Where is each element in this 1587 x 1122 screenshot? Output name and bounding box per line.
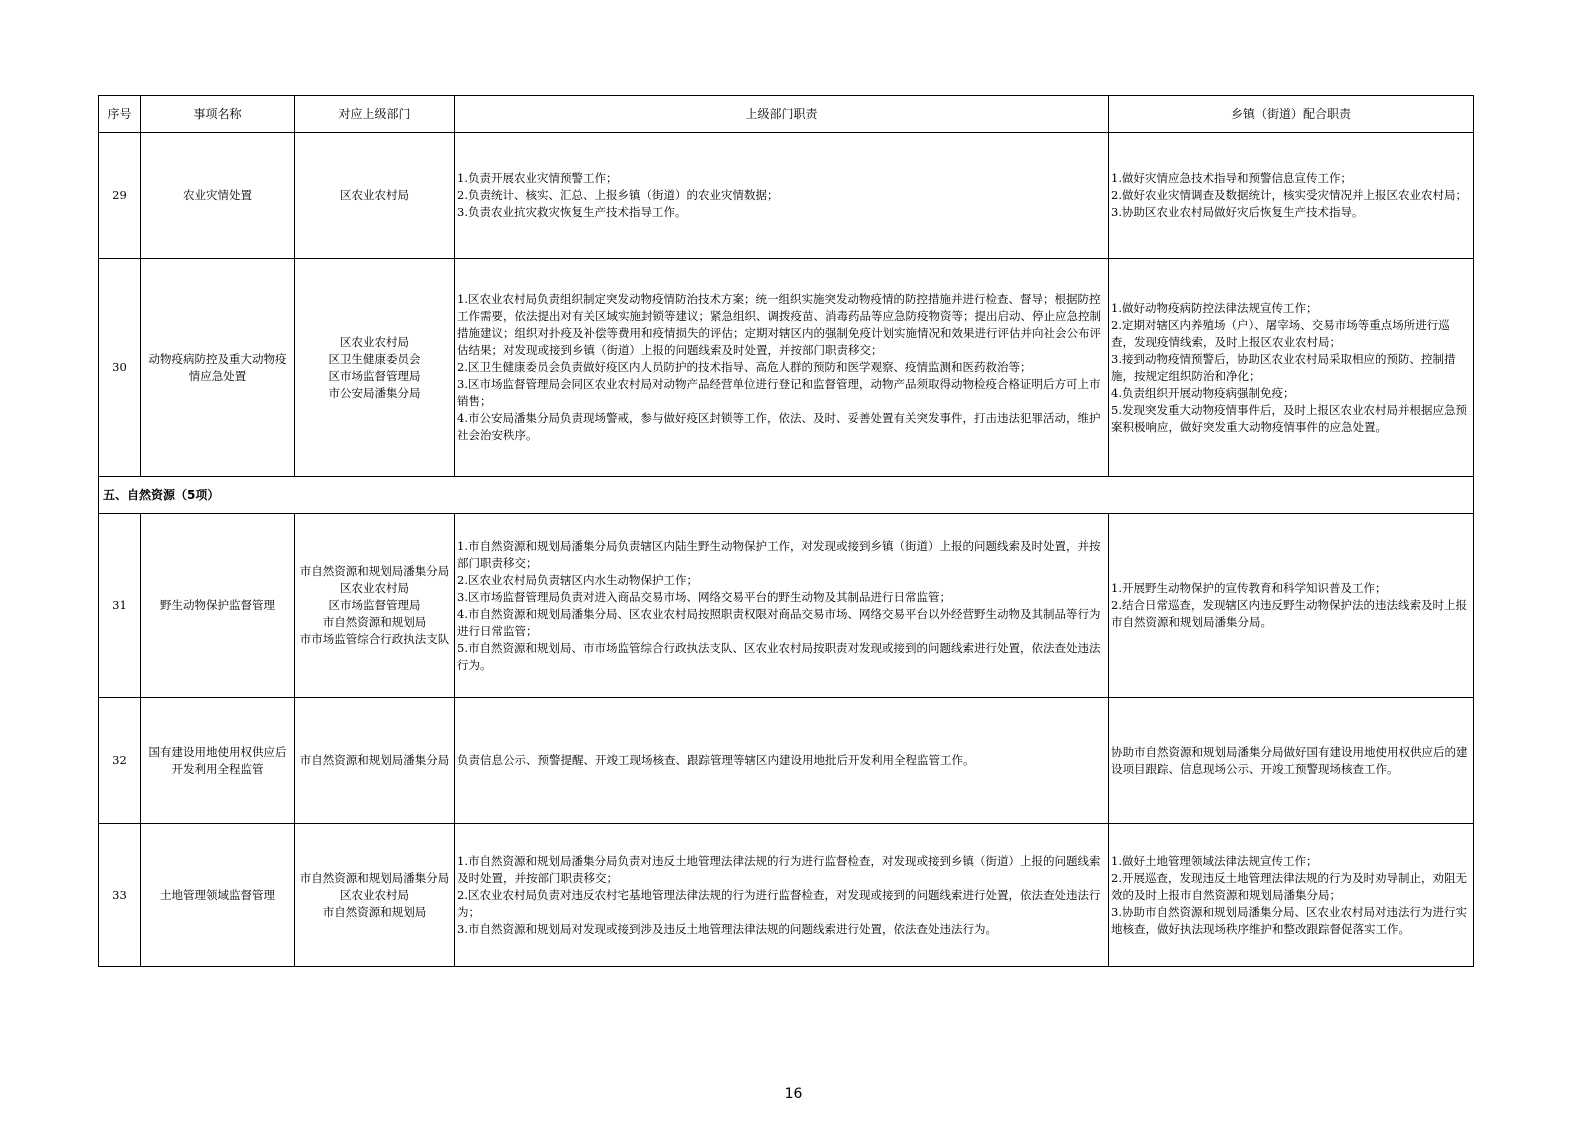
duty-list: 1.负责开展农业灾情预警工作； 2.负责统计、核实、汇总、上报乡镇（街道）的农业灾情数据； 3.负责农业抗灾救灾恢复生产技术指导工作。 <box>455 133 1109 259</box>
row-number: 33 <box>99 824 141 967</box>
duty-table <box>98 95 1474 967</box>
dept-list: 区农业农村局 区卫生健康委员会 区市场监督管理局 市公安局潘集分局 <box>295 259 455 477</box>
row-number: 32 <box>99 698 141 824</box>
table-row <box>99 698 1474 824</box>
row-number: 31 <box>99 514 141 698</box>
item-name: 土地管理领域监督管理 <box>141 824 295 967</box>
table-row <box>99 259 1474 477</box>
dept-list: 区农业农村局 <box>295 133 455 259</box>
dept-list: 市自然资源和规划局潘集分局 <box>295 698 455 824</box>
header-duty: 上级部门职责 <box>455 96 1109 133</box>
row-number: 29 <box>99 133 141 259</box>
coop-list: 协助市自然资源和规划局潘集分局做好国有建设用地使用权供应后的建设项目跟踪、信息现场公示、开竣工预警现场核查工作。 <box>1109 698 1474 824</box>
coop-list: 1.开展野生动物保护的宣传教育和科学知识普及工作； 2.结合日常巡查，发现辖区内违反野生动物保护法的违法线索及时上报市自然资源和规划局潘集分局。 <box>1109 514 1474 698</box>
section-row <box>99 477 1474 514</box>
table-row <box>99 133 1474 259</box>
item-name: 野生动物保护监督管理 <box>141 514 295 698</box>
item-name: 动物疫病防控及重大动物疫情应急处置 <box>141 259 295 477</box>
header-dept: 对应上级部门 <box>295 96 455 133</box>
header-no: 序号 <box>99 96 141 133</box>
duty-list: 1.市自然资源和规划局潘集分局负责对违反土地管理法律法规的行为进行监督检查，对发现或接到乡镇（街道）上报的问题线索及时处置，并按部门职责移交； 2.区农业农村局负责对违反农村宅基地管理法律法规的行为进行监督检查，对发现或接到的问题线索进行处置，依法查处违法行为； 3.市自然资源和规划局对发现或接到涉及违反土地管理法律法规的问题线索进行处置，依法查处违法行为。 <box>455 824 1109 967</box>
header-name: 事项名称 <box>141 96 295 133</box>
page-number: 16 <box>784 1086 803 1102</box>
coop-list: 1.做好灾情应急技术指导和预警信息宣传工作； 2.做好农业灾情调查及数据统计，核实受灾情况并上报区农业农村局； 3.协助区农业农村局做好灾后恢复生产技术指导。 <box>1109 133 1474 259</box>
dept-list: 市自然资源和规划局潘集分局 区农业农村局 市自然资源和规划局 <box>295 824 455 967</box>
table-row <box>99 514 1474 698</box>
table-header-row <box>99 96 1474 133</box>
duty-list: 负责信息公示、预警提醒、开竣工现场核查、跟踪管理等辖区内建设用地批后开发利用全程监管工作。 <box>455 698 1109 824</box>
dept-list: 市自然资源和规划局潘集分局 区农业农村局 区市场监督管理局 市自然资源和规划局 市市场监管综合行政执法支队 <box>295 514 455 698</box>
section-title: 五、自然资源（5项） <box>99 477 1474 514</box>
duty-list: 1.区农业农村局负责组织制定突发动物疫情防治技术方案；统一组织实施突发动物疫情的防控措施并进行检查、督导；根据防控工作需要，依法提出对有关区域实施封锁等建议；紧急组织、调拨疫苗、消毒药品等应急防疫物资等；提出启动、停止应急控制措施建议；组织对扑疫及补偿等费用和疫情损失的评估；定期对辖区内的强制免疫计划实施情况和效果进行评估并向社会公布评估结果；对发现或接到乡镇（街道）上报的问题线索及时处置，并按部门职责移交； 2.区卫生健康委员会负责做好疫区内人员防护的技术指导、高危人群的预防和医学观察、疫情监测和医药救治等； 3.区市场监督管理局会同区农业农村局对动物产品经营单位进行登记和监督管理，动物产品须取得动物检疫合格证明后方可上市销售； 4.市公安局潘集分局负责现场警戒，参与做好疫区封锁等工作，依法、及时、妥善处置有关突发事件，打击违法犯罪活动，维护社会治安秩序。 <box>455 259 1109 477</box>
coop-list: 1.做好动物疫病防控法律法规宣传工作； 2.定期对辖区内养殖场（户）、屠宰场、交易市场等重点场所进行巡查，发现疫情线索，及时上报区农业农村局； 3.接到动物疫情预警后，协助区农业农村局采取相应的预防、控制措施，按规定组织防治和净化； 4.负责组织开展动物疫病强制免疫； 5.发现突发重大动物疫情事件后，及时上报区农业农村局并根据应急预案积极响应，做好突发重大动物疫情事件的应急处置。 <box>1109 259 1474 477</box>
coop-list: 1.做好土地管理领域法律法规宣传工作； 2.开展巡查，发现违反土地管理法律法规的行为及时劝导制止，劝阻无效的及时上报市自然资源和规划局潘集分局； 3.协助市自然资源和规划局潘集分局、区农业农村局对违法行为进行实地核查，做好执法现场秩序维护和整改跟踪督促落实工作。 <box>1109 824 1474 967</box>
row-number: 30 <box>99 259 141 477</box>
duty-list: 1.市自然资源和规划局潘集分局负责辖区内陆生野生动物保护工作，对发现或接到乡镇（街道）上报的问题线索及时处置，并按部门职责移交； 2.区农业农村局负责辖区内水生动物保护工作； 3.区市场监督管理局负责对进入商品交易市场、网络交易平台的野生动物及其制品进行日常监管； 4.市自然资源和规划局潘集分局、区农业农村局按照职责权限对商品交易市场、网络交易平台以外经营野生动物及其制品等行为进行日常监管； 5.市自然资源和规划局、市市场监管综合行政执法支队、区农业农村局按职责对发现或接到的问题线索进行处置，依法查处违法行为。 <box>455 514 1109 698</box>
item-name: 农业灾情处置 <box>141 133 295 259</box>
header-coop: 乡镇（街道）配合职责 <box>1109 96 1474 133</box>
table-row <box>99 824 1474 967</box>
item-name: 国有建设用地使用权供应后开发利用全程监管 <box>141 698 295 824</box>
